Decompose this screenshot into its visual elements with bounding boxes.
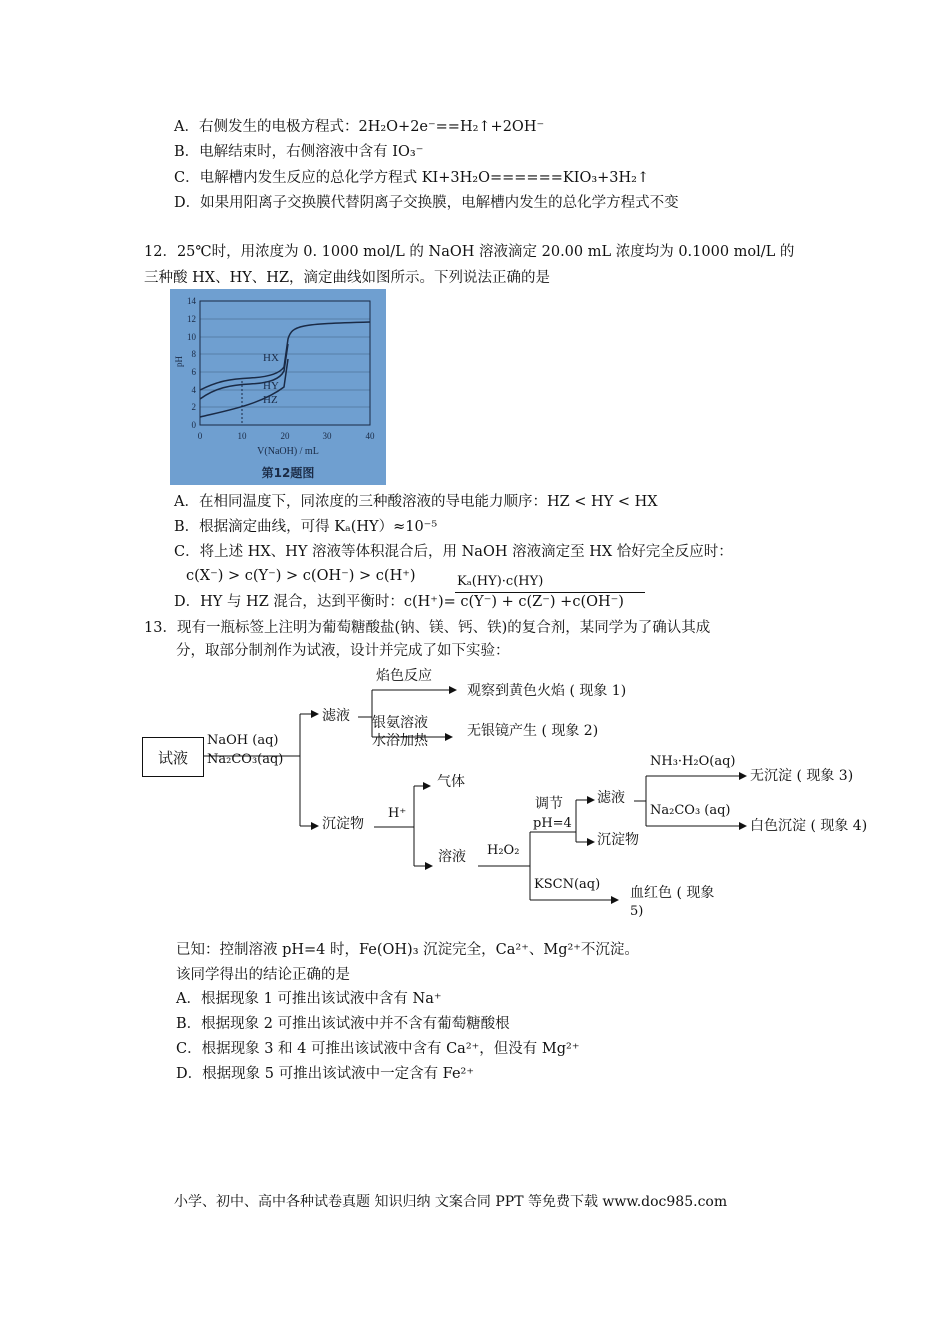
q11-option-a: A．右侧发生的电极方程式：2H₂O+2e⁻==H₂↑+2OH⁻: [174, 119, 545, 135]
q12-option-b: B．根据滴定曲线，可得 Kₐ(HY）≈10⁻⁵: [174, 519, 438, 535]
q13-known: 已知：控制溶液 pH=4 时，Fe(OH)₃ 沉淀完全，Ca²⁺、Mg²⁺不沉淀。: [176, 942, 639, 958]
page-footer: 小学、初中、高中各种试卷真题 知识归纳 文案合同 PPT 等免费下载 www.doc985.com: [174, 1194, 728, 1210]
q12-option-d: D．HY 与 HZ 混合，达到平衡时：c(H⁺)= c(Y⁻) + c(Z⁻) +c(OH⁻): [174, 594, 624, 610]
q13-option-d: D．根据现象 5 可推出该试液中一定含有 Fe²⁺: [176, 1066, 474, 1082]
ytick: 4: [191, 385, 196, 395]
xtick: 0: [197, 431, 203, 441]
xtick: 10: [237, 431, 247, 441]
label-hx: HX: [263, 352, 279, 364]
label-hy: HY: [263, 380, 279, 392]
test-solution-box: [142, 737, 204, 777]
q13-conclusion: 该同学得出的结论正确的是: [176, 967, 350, 983]
observation-2: 无银镜产生 ( 现象 2): [467, 723, 599, 739]
ph4-label: pH=4: [533, 816, 572, 831]
ytick: 10: [187, 332, 196, 342]
q12-option-c-expr: c(X⁻) > c(Y⁻) > c(OH⁻) > c(H⁺): [186, 568, 416, 584]
filtrate2-label: 滤液: [597, 790, 625, 806]
q12-stem-line2: 三种酸 HX、HY、HZ，滴定曲线如图所示。下列说法正确的是: [144, 270, 551, 286]
observation-1: 观察到黄色火焰 ( 现象 1): [467, 683, 627, 699]
h-plus-label: H⁺: [388, 806, 407, 821]
q13-option-c: C．根据现象 3 和 4 可推出该试液中含有 Ca²⁺，但没有 Mg²⁺: [176, 1041, 580, 1057]
observation-5: 血红色 ( 现象: [630, 885, 715, 901]
xtick: 30: [322, 431, 332, 441]
h2o2-label: H₂O₂: [487, 843, 520, 858]
q12-option-a: A．在相同温度下，同浓度的三种酸溶液的导电能力顺序：HZ < HY < HX: [174, 494, 658, 510]
water-bath-label: 水浴加热: [372, 733, 428, 749]
precipitate2-label: 沉淀物: [597, 832, 639, 848]
x-axis-label: V(NaOH) / mL: [257, 446, 319, 457]
nh3-reagent: NH₃·H₂O(aq): [650, 754, 736, 769]
solution-label: 溶液: [438, 849, 466, 865]
observation-3: 无沉淀 ( 现象 3): [750, 768, 854, 784]
y-axis-label: pH: [174, 356, 184, 367]
xtick: 40: [365, 431, 375, 441]
titration-figure: [170, 289, 386, 485]
test-solution-label: 试液: [157, 749, 188, 767]
xtick: 20: [280, 431, 290, 441]
label-hz: HZ: [263, 394, 278, 406]
ytick: 2: [191, 402, 196, 412]
gas-label: 气体: [437, 774, 465, 790]
adjust-label: 调节: [535, 796, 563, 812]
q13-option-a: A．根据现象 1 可推出该试液中含有 Na⁺: [176, 991, 442, 1007]
q11-option-b: B．电解结束时，右侧溶液中含有 IO₃⁻: [174, 144, 424, 160]
flame-test-label: 焰色反应: [376, 668, 432, 684]
na2co3-reagent: Na₂CO₃ (aq): [650, 803, 731, 818]
titration-chart: [170, 289, 386, 485]
q13-stem-line1: 13．现有一瓶标签上注明为葡萄糖酸盐(钠、镁、钙、铁)的复合剂，某同学为了确认其成: [144, 620, 711, 636]
q12-option-c: C．将上述 HX、HY 溶液等体积混合后，用 NaOH 溶液滴定至 HX 恰好完全反应时：: [174, 544, 733, 560]
q11-option-c: C．电解槽内发生反应的总化学方程式 KI+3H₂O======KIO₃+3H₂↑: [174, 170, 650, 186]
observation-5-cont: 5): [630, 904, 644, 919]
kscn-reagent: KSCN(aq): [534, 877, 601, 892]
silver-reagent-label: 银氨溶液: [372, 715, 428, 731]
ytick: 6: [191, 367, 196, 377]
q13-option-b: B．根据现象 2 可推出该试液中并不含有葡萄糖酸根: [176, 1016, 510, 1032]
ytick: 14: [187, 296, 196, 306]
q12-stem-line1: 12．25℃时，用浓度为 0. 1000 mol/L 的 NaOH 溶液滴定 20.00 mL 浓度均为 0.1000 mol/L 的: [144, 244, 795, 260]
q13-stem-line2: 分，取部分制剂作为试液，设计并完成了如下实验：: [176, 643, 510, 659]
ytick: 8: [191, 349, 196, 359]
precipitate-label: 沉淀物: [322, 816, 364, 832]
reagent-naoh: NaOH (aq): [207, 733, 279, 748]
observation-4: 白色沉淀 ( 现象 4): [750, 818, 868, 834]
reagent-na2co3: Na₂CO₃(aq): [207, 752, 284, 767]
figure-caption: 第12题图: [261, 466, 315, 480]
ytick: 0: [191, 420, 196, 430]
q11-option-d: D．如果用阳离子交换膜代替阴离子交换膜，电解槽内发生的总化学方程式不变: [174, 195, 679, 211]
filtrate-label: 滤液: [322, 708, 350, 724]
ytick: 12: [187, 314, 196, 324]
q12-option-d-numerator: Kₐ(HY)·c(HY): [457, 574, 544, 589]
